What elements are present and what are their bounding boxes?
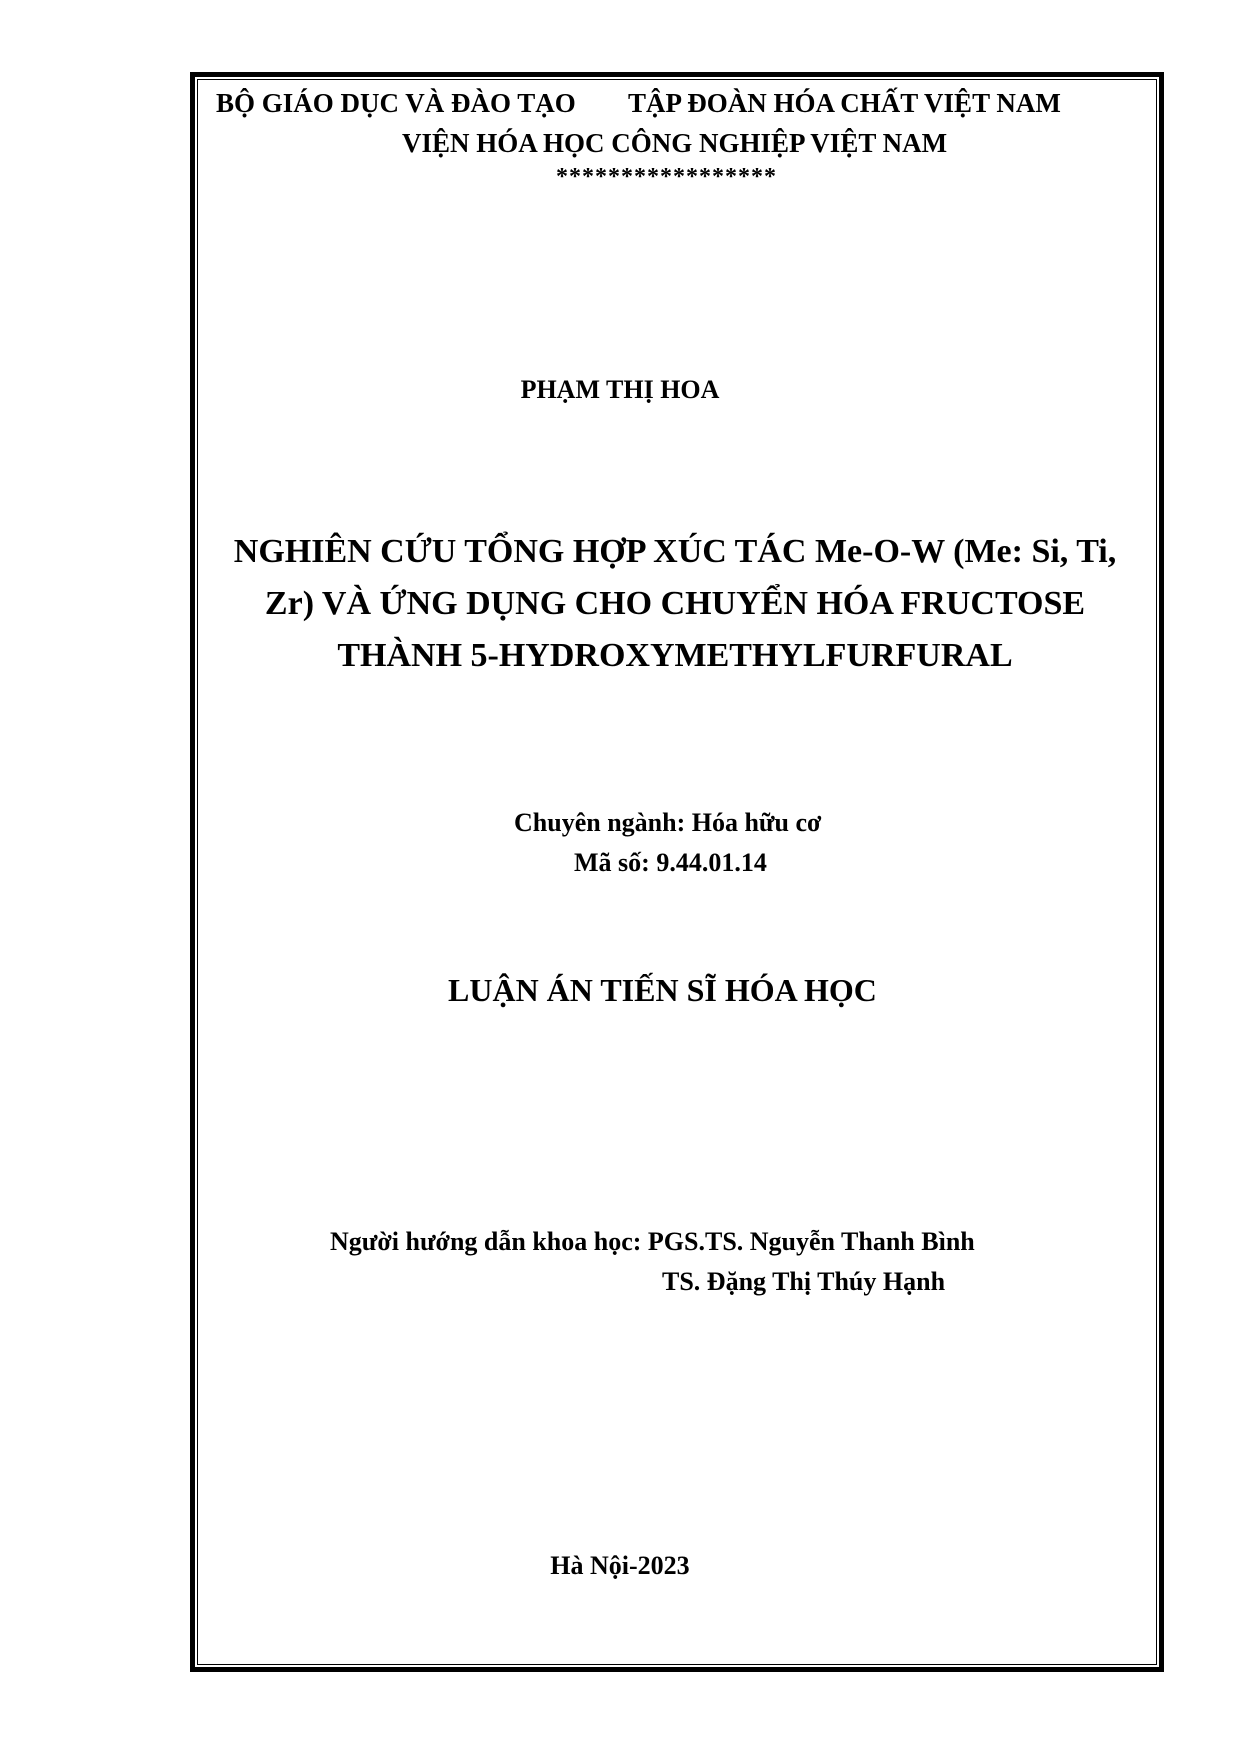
thesis-title xyxy=(220,526,1130,682)
author-name: PHẠM THỊ HOA xyxy=(520,375,720,404)
institute-name: VIỆN HÓA HỌC CÔNG NGHIỆP VIỆT NAM xyxy=(402,128,948,158)
code: Mã số: 9.44.01.14 xyxy=(574,848,767,877)
supervisor-second: TS. Đặng Thị Thúy Hạnh xyxy=(662,1267,946,1296)
degree-title: LUẬN ÁN TIẾN SĨ HÓA HỌC xyxy=(448,972,877,1008)
thesis-title-line: NGHIÊN CỨU TỔNG HỢP XÚC TÁC Me-O-W (Me: Si, Ti, xyxy=(233,533,1117,570)
ministry-name: BỘ GIÁO DỤC VÀ ĐÀO TẠO xyxy=(216,88,576,118)
header-stars: ***************** xyxy=(556,164,777,190)
specialization: Chuyên ngành: Hóa hữu cơ xyxy=(514,808,822,837)
supervisor-first: Người hướng dẫn khoa học: PGS.TS. Nguyễn Thanh Bình xyxy=(330,1227,975,1256)
thesis-title-line: Zr) VÀ ỨNG DỤNG CHO CHUYỂN HÓA FRUCTOSE xyxy=(264,585,1086,622)
thesis-title-line: THÀNH 5-HYDROXYMETHYLFURFURAL xyxy=(337,637,1013,674)
place-year: Hà Nội-2023 xyxy=(550,1551,690,1580)
group-name: TẬP ĐOÀN HÓA CHẤT VIỆT NAM xyxy=(628,88,1061,118)
